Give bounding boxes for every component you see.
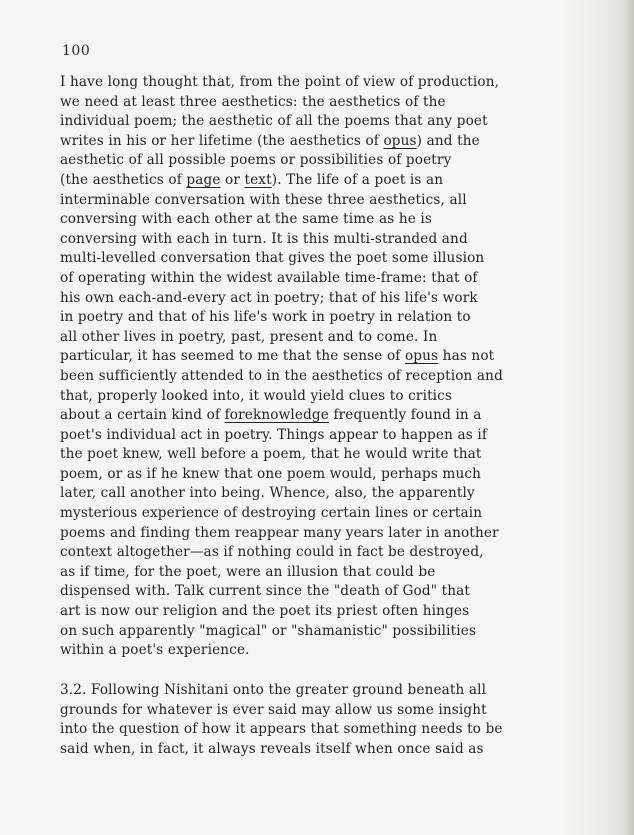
text-line: all other lives in poetry, past, present and to come. In bbox=[60, 328, 438, 345]
text-line: said when, in fact, it always reveals itself when once said as bbox=[60, 740, 484, 757]
underlined-word: text bbox=[244, 171, 272, 188]
text-line: later, call another into being. Whence, also, the apparently bbox=[60, 485, 475, 502]
text-line: as if time, for the poet, were an illusion that could be bbox=[60, 563, 436, 580]
text-line: that, properly looked into, it would yield clues to critics bbox=[60, 387, 453, 404]
text-line: aesthetic of all possible poems or possibilities of poetry bbox=[60, 152, 452, 169]
text-line: grounds for whatever is ever said may allow us some insight bbox=[60, 701, 487, 718]
underlined-word: foreknowledge bbox=[224, 407, 329, 424]
text-line: conversing with each in turn. It is this multi-stranded and bbox=[60, 230, 468, 247]
text-line: context altogether—as if nothing could in fact be destroyed, bbox=[60, 544, 484, 561]
underlined-word: opus bbox=[383, 132, 417, 149]
text-line: we need at least three aesthetics: the aesthetics of the bbox=[60, 93, 446, 110]
page-number: 100 bbox=[62, 43, 91, 59]
text-line: I have long thought that, from the point of view of production, bbox=[60, 74, 500, 90]
text-line: mysterious experience of destroying certain lines or certain bbox=[60, 505, 483, 522]
text-line: on such apparently "magical" or "shamanistic" possibilities bbox=[60, 622, 477, 639]
text-line: 3.2. Following Nishitani onto the greater ground beneath all bbox=[60, 682, 487, 698]
text-line: particular, it has seemed to me that the sense of opus has not bbox=[60, 348, 495, 365]
text-line: individual poem; the aesthetic of all the poems that any poet bbox=[60, 113, 488, 130]
text-line: poet's individual act in poetry. Things appear to happen as if bbox=[60, 426, 488, 443]
text-line: been sufficiently attended to in the aesthetics of reception and bbox=[60, 367, 503, 384]
text-line: in poetry and that of his life's work in poetry in relation to bbox=[60, 309, 471, 326]
underlined-word: opus bbox=[404, 348, 439, 365]
text-line: his own each-and-every act in poetry; that of his life's work bbox=[60, 289, 478, 306]
underlined-word: page bbox=[186, 171, 221, 188]
text-line: interminable conversation with these three aesthetics, all bbox=[60, 191, 467, 208]
text-line: poem, or as if he knew that one poem would, perhaps much bbox=[60, 465, 482, 482]
text-line: art is now our religion and the poet its priest often hinges bbox=[60, 603, 470, 620]
text-line: conversing with each other at the same time as he is bbox=[60, 211, 433, 228]
text-line: about a certain kind of foreknowledge frequently found in a bbox=[60, 407, 482, 424]
text-line: of operating within the widest available time-frame: that of bbox=[60, 269, 478, 286]
text-line: writes in his or her lifetime (the aesthetics of opus) and the bbox=[60, 132, 480, 149]
text-line: multi-levelled conversation that gives the poet some illusion bbox=[60, 250, 485, 267]
text-line: into the question of how it appears that something needs to be bbox=[60, 721, 503, 738]
text-line: the poet knew, well before a poem, that he would write that bbox=[60, 446, 482, 463]
paragraph-2 bbox=[60, 681, 580, 759]
text-line: dispensed with. Talk current since the "death of God" that bbox=[60, 583, 471, 600]
paragraph-1 bbox=[60, 73, 580, 661]
text-line: within a poet's experience. bbox=[60, 642, 250, 659]
text-line: poems and finding them reappear many years later in another bbox=[60, 524, 499, 541]
text-line: (the aesthetics of page or text). The life of a poet is an bbox=[60, 171, 444, 188]
page-edge-shadow bbox=[624, 0, 634, 835]
